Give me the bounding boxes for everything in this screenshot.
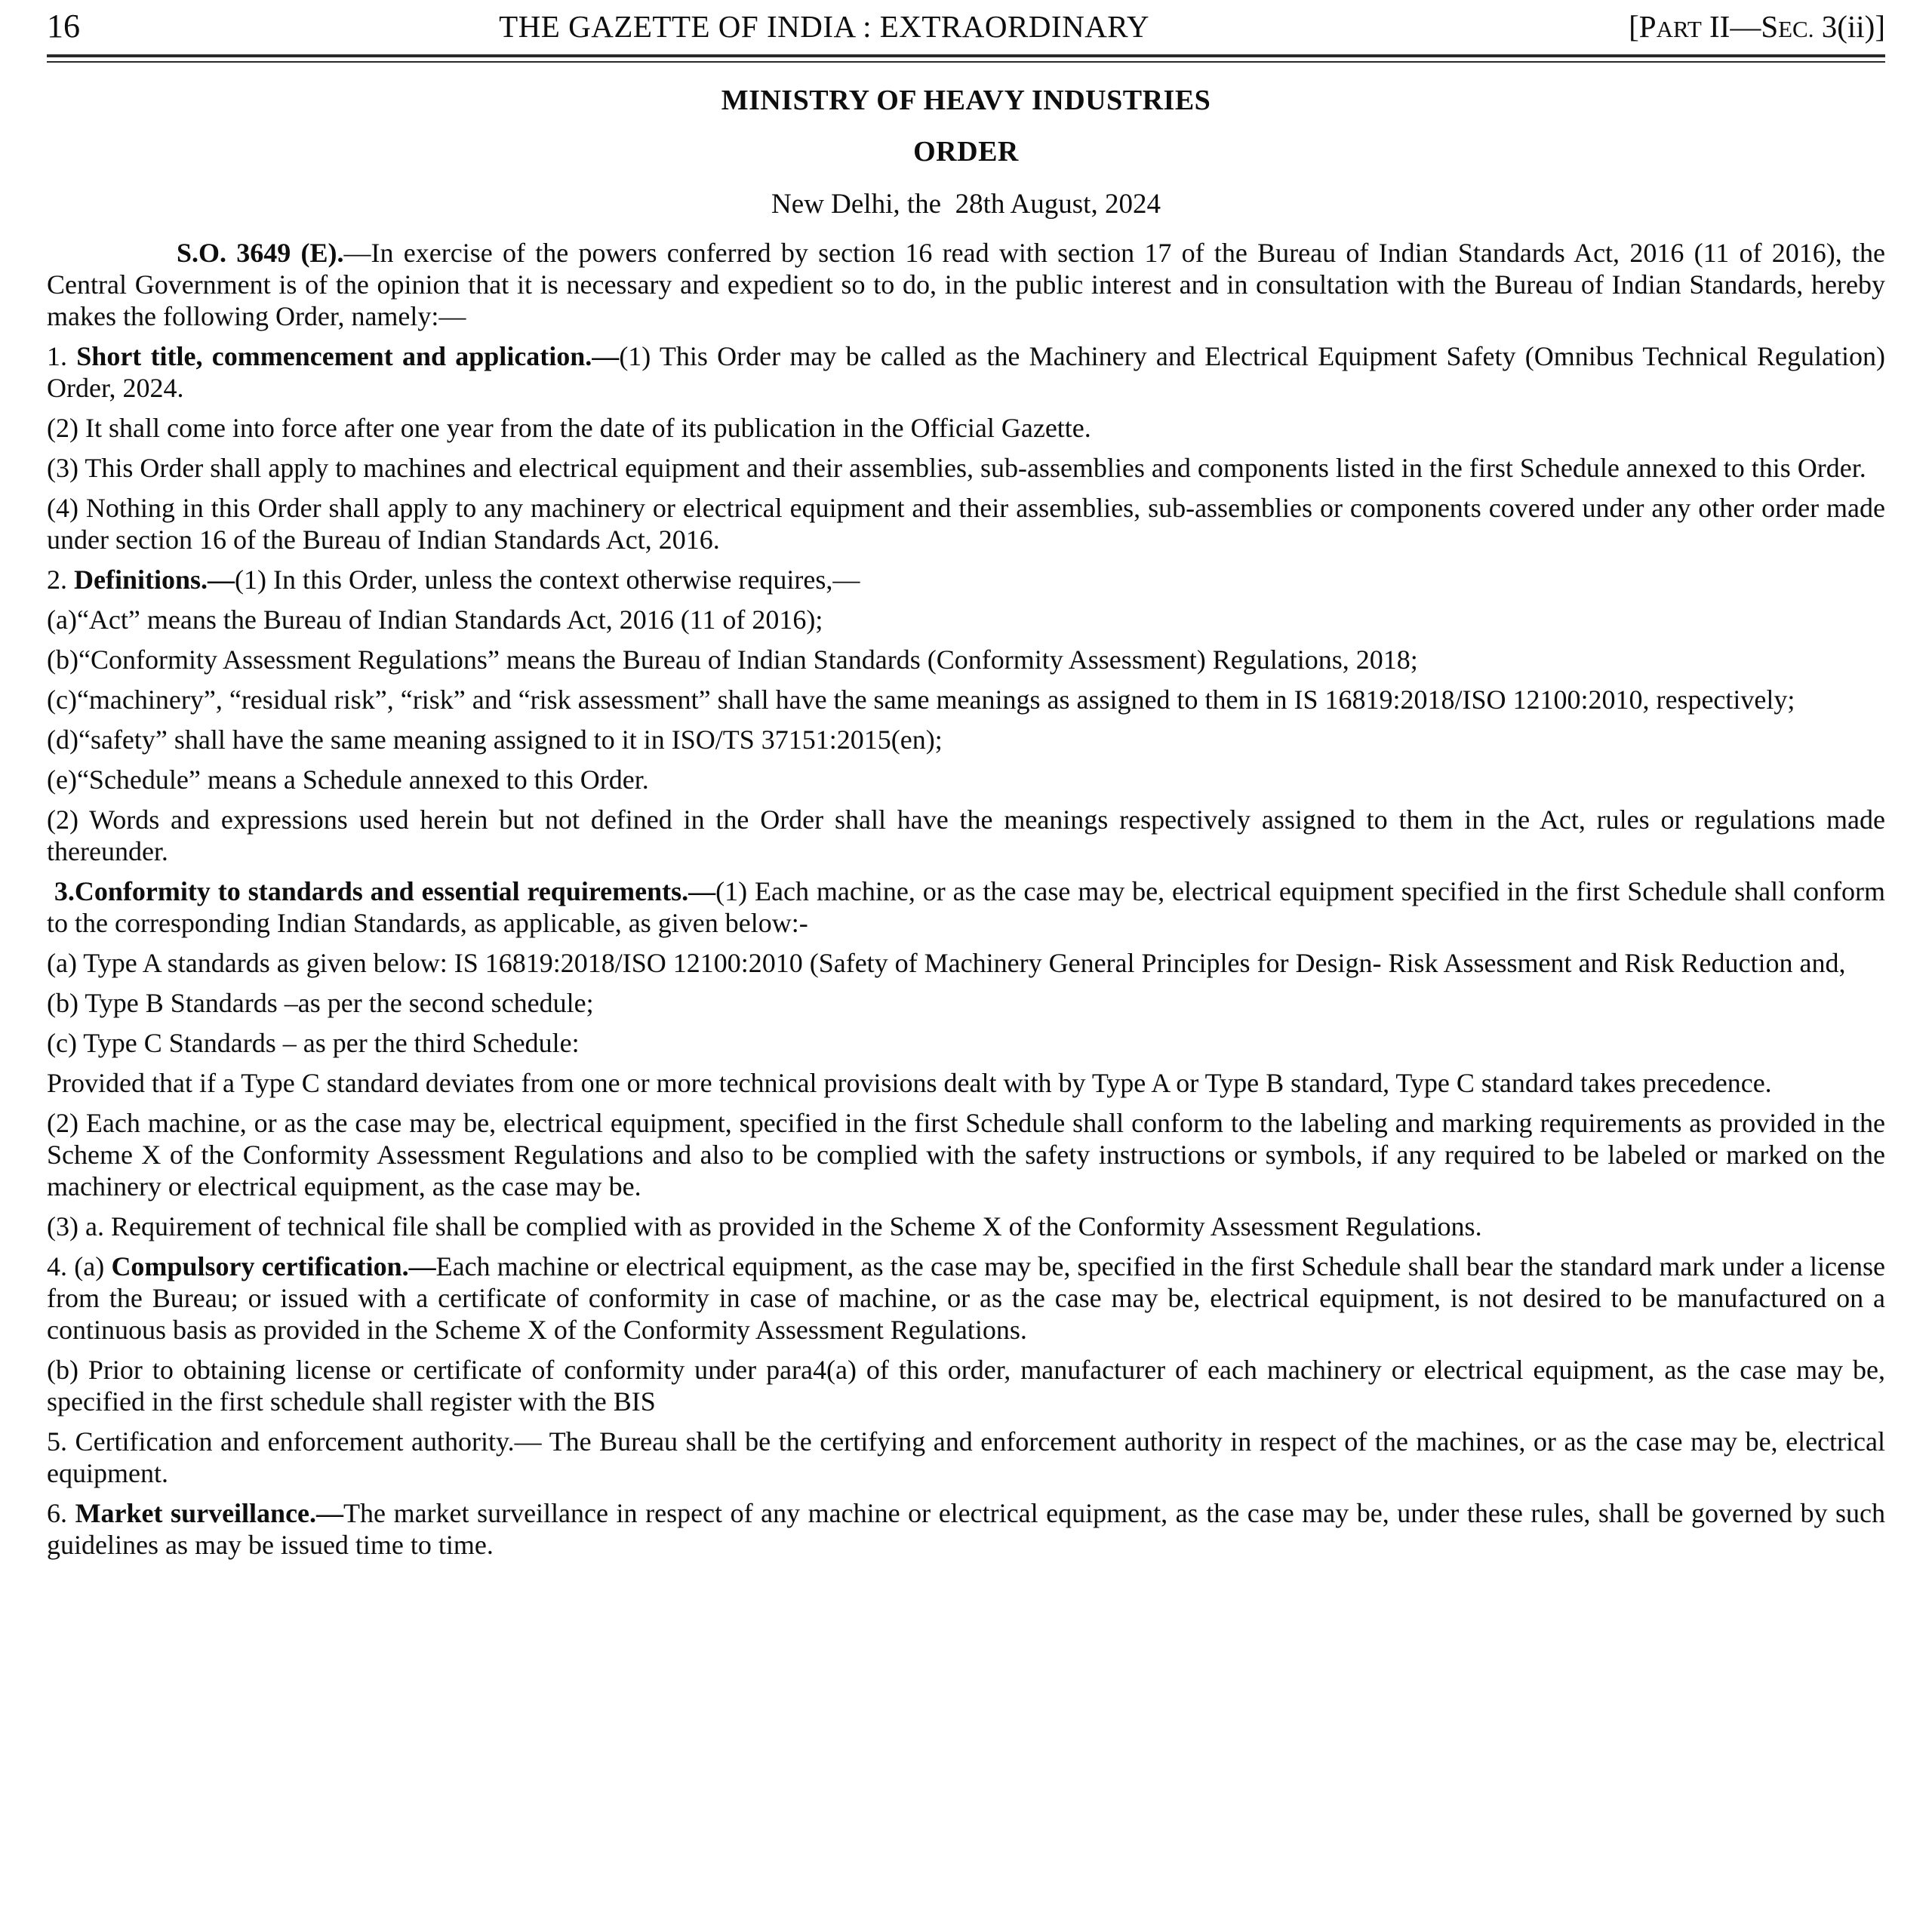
section-text: II—S (1701, 9, 1779, 44)
gazette-title: THE GAZETTE OF INDIA : EXTRAORDINARY (499, 9, 1149, 44)
paragraph-text: 6. (47, 1498, 75, 1528)
paragraph-text: (1) This Order may be called as the Machinery and Electrical Equipment Safety (Omnibus Technical Regulation) Order, 2024. (47, 341, 1893, 403)
paragraph (47, 1251, 1892, 1346)
order-heading: ORDER (913, 136, 1019, 168)
dateline: New Delhi, the 28th August, 2024 (771, 189, 1161, 220)
header-double-rule (47, 54, 1885, 63)
order-body (47, 237, 1893, 1561)
paragraph (47, 1107, 1892, 1202)
section-small-caps-text: ART (1656, 16, 1702, 42)
paragraph-text: The market surveillance in respect of any machine or electrical equipment, as the case may be, under these rules, shall be governed by such guidelines as may be issued time to time. (47, 1498, 1893, 1560)
paragraph-text: 4. (a) (47, 1251, 112, 1281)
section-text: [P (1629, 9, 1657, 44)
paragraph-text: (4) Nothing in this Order shall apply to any machinery or electrical equipment and their assemblies, sub-assemblies or components covered under any other order made under section 16 of the Bureau of Indian Standards Act, 2016. (47, 493, 1892, 555)
paragraph-bold-text: Market surveillance.— (75, 1498, 344, 1528)
paragraph-text: (1) In this Order, unless the context otherwise requires,— (235, 565, 860, 595)
paragraph-text: (b) Prior to obtaining license or certificate of conformity under para4(a) of this order, manufacturer of each machinery or electrical equipment, as the case may be, specified in the first schedule shall register with the BIS (47, 1355, 1892, 1417)
paragraph (47, 987, 1885, 1019)
paragraph (47, 875, 1893, 939)
paragraph (47, 1354, 1892, 1417)
paragraph (47, 564, 1885, 595)
paragraph (47, 804, 1892, 867)
paragraph (47, 764, 1885, 795)
paragraph-text: Each machine or electrical equipment, as the case may be, specified in the first Schedule shall bear the standard mark under a license from the Bureau; or issued with a certificate of conformity in case of machine, or as the case may be, electrical equipment, is not desired to be manufactured on a continuous basis as provided in the Scheme X of the Conformity Assessment Regulations. (47, 1251, 1892, 1345)
paragraph (47, 684, 1885, 715)
paragraph (47, 947, 1885, 979)
section-small-caps-text: EC. (1778, 16, 1814, 42)
paragraph-text: (c)“machinery”, “residual risk”, “risk” and “risk assessment” shall have the same meanings as assigned to them in IS 16819:2018/ISO 12100:2010, respectively; (47, 685, 1795, 715)
paragraph-bold-text: Short title, commencement and application.— (76, 341, 620, 371)
paragraph (47, 237, 1892, 332)
page-number: 16 (47, 8, 80, 45)
paragraph-text: (e)“Schedule” means a Schedule annexed to this Order. (47, 764, 649, 795)
paragraph-bold-text: 3.Conformity to standards and essential requirements.— (47, 876, 716, 906)
paragraph-text: (a) Type A standards as given below: IS 16819:2018/ISO 12100:2010 (Safety of Machinery General Principles for Design- Risk Assessment and Risk Reduction and, (47, 948, 1846, 978)
paragraph-text: (3) a. Requirement of technical file shall be complied with as provided in the Scheme X of the Conformity Assessment Regulations. (47, 1211, 1482, 1241)
paragraph (47, 1027, 1885, 1059)
paragraph-text: (2) It shall come into force after one year from the date of its publication in the Official Gazette. (47, 413, 1091, 443)
paragraph (47, 724, 1885, 755)
paragraph-text: (3) This Order shall apply to machines and electrical equipment and their assemblies, sub-assemblies and components listed in the first Schedule annexed to this Order. (47, 453, 1866, 483)
paragraph-text: (b) Type B Standards –as per the second schedule; (47, 988, 594, 1018)
paragraph-text: —In exercise of the powers conferred by section 16 read with section 17 of the Bureau of Indian Standards Act, 2016 (11 of 2016), the Central Government is of the opinion that it is necessary and expedient so to do, in the public interest and in consultation with the Bureau of Indian Standards, hereby makes the following Order, namely:— (47, 238, 1892, 331)
paragraph (47, 412, 1885, 444)
paragraph-text: (b)“Conformity Assessment Regulations” means the Bureau of Indian Standards (Conformity Assessment) Regulations, 2018; (47, 645, 1418, 675)
ministry-heading: MINISTRY OF HEAVY INDUSTRIES (721, 85, 1211, 116)
paragraph (47, 340, 1893, 404)
paragraph (47, 1426, 1892, 1489)
paragraph-text: (d)“safety” shall have the same meaning assigned to it in ISO/TS 37151:2015(en); (47, 724, 943, 755)
paragraph-text: 5. Certification and enforcement authority.— The Bureau shall be the certifying and enforcement authority in respect of the machines, or as the case may be, electrical equipment. (47, 1426, 1892, 1488)
paragraph-bold-text: S.O. 3649 (E). (177, 238, 344, 268)
paragraph-text: 1. (47, 341, 77, 371)
paragraph-text: (1) Each machine, or as the case may be, electrical equipment specified in the first Schedule shall conform to the corresponding Indian Standards, as applicable, as given below:- (47, 876, 1893, 938)
paragraph (47, 1497, 1893, 1561)
section-text: 3(ii)] (1814, 9, 1885, 44)
paragraph-text: (2) Words and expressions used herein but not defined in the Order shall have the meanings respectively assigned to them in the Act, rules or regulations made thereunder. (47, 804, 1892, 866)
paragraph-text: (a)“Act” means the Bureau of Indian Standards Act, 2016 (11 of 2016); (47, 605, 823, 635)
paragraph (47, 604, 1885, 635)
paragraph-text: (2) Each machine, or as the case may be, electrical equipment, specified in the first Schedule shall conform to the labeling and marking requirements as provided in the Scheme X of the Conformity Assessment Regulations and also to be complied with the safety instructions or symbols, if any required to be labeled or marked on the machinery or electrical equipment, as the case may be. (47, 1108, 1892, 1201)
paragraph-text: Provided that if a Type C standard deviates from one or more technical provisions dealt with by Type A or Type B standard, Type C standard takes precedence. (47, 1068, 1772, 1098)
paragraph (47, 452, 1885, 484)
page-header (47, 5, 1885, 48)
paragraph (47, 644, 1885, 675)
paragraph-text: 2. (47, 565, 74, 595)
paragraph-text: (c) Type C Standards – as per the third Schedule: (47, 1028, 580, 1058)
paragraph (47, 1067, 1885, 1099)
paragraph (47, 1211, 1885, 1242)
paragraph-bold-text: Definitions.— (74, 565, 235, 595)
part-section-label (1629, 8, 1885, 48)
paragraph-bold-text: Compulsory certification.— (111, 1251, 436, 1281)
paragraph (47, 492, 1892, 555)
